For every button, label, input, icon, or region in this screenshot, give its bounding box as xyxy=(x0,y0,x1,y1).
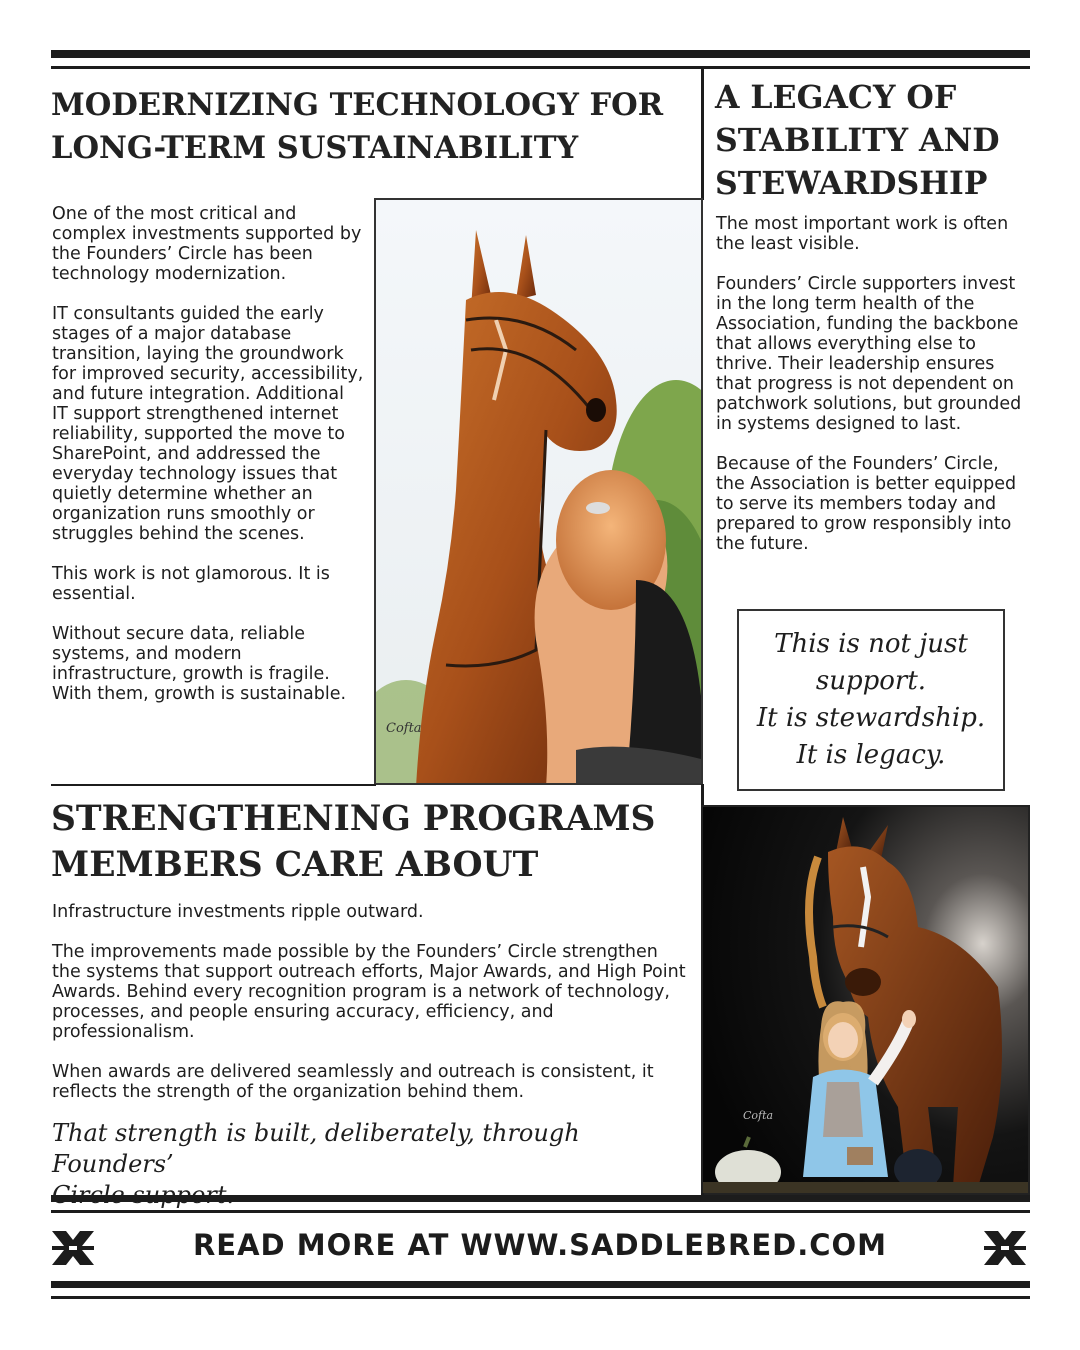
horse-and-girl-photo xyxy=(701,805,1030,1195)
paragraph: Infrastructure investments ripple outward. xyxy=(52,902,424,922)
paragraph: Without secure data, reliable systems, and modern infrastructure, growth is fragile. With them, growth is sustainable. xyxy=(52,624,347,704)
heading-line: MODERNIZING TECHNOLOGY FOR xyxy=(51,87,664,123)
footer-rule-thick-top xyxy=(51,1195,1030,1202)
paragraph: This work is not glamorous. It is essential. xyxy=(52,564,330,604)
section-divider-left xyxy=(51,784,376,786)
programs-body xyxy=(52,902,692,1102)
paragraph: When awards are delivered seamlessly and outreach is consistent, it reflects the strength of the organization behind them. xyxy=(52,1062,654,1102)
stewardship-quote-box xyxy=(737,609,1005,791)
heading-line: STABILITY AND xyxy=(715,122,1000,159)
heading-line: STEWARDSHIP xyxy=(715,165,988,202)
svg-text:Cofta: Cofta xyxy=(386,721,422,736)
horse-and-girl-image xyxy=(703,807,1030,1195)
paragraph: Because of the Founders’ Circle, the Association is better equipped to serve its members today and prepared to grow responsibly into the future. xyxy=(716,454,1017,554)
footer-rule-thin-top xyxy=(51,1210,1030,1213)
paragraph: The most important work is often the least visible. xyxy=(716,214,1009,254)
footer-rule-thin-bottom xyxy=(51,1296,1030,1299)
column-divider-right xyxy=(701,784,704,806)
quote-line: This is not just xyxy=(774,629,968,659)
top-rule-thick xyxy=(51,50,1030,58)
closing-line: That strength is built, deliberately, through Founders’ xyxy=(52,1119,580,1178)
footer-rule-thick-bottom xyxy=(51,1281,1030,1288)
footer-website-link[interactable]: READ MORE AT WWW.SADDLEBRED.COM xyxy=(192,1228,888,1262)
section-heading-programs xyxy=(51,796,655,888)
heading-line: A LEGACY OF xyxy=(715,79,957,116)
heading-line: LONG-TERM SUSTAINABILITY xyxy=(51,130,579,166)
technology-body xyxy=(52,204,364,704)
top-rule-thin xyxy=(51,66,1030,69)
quote-line: It is legacy. xyxy=(796,740,946,770)
paragraph: Founders’ Circle supporters invest in the long term health of the Association, funding the backbone that allows everything else to thrive. Their leadership ensures that progress is not dependent on patchwork solutions, but grounded in systems designed to last. xyxy=(716,274,1022,434)
paragraph: The improvements made possible by the Founders’ Circle strengthen the systems that support outreach efforts, Major Awards, and High Point Awards. Behind every recognition program is a network of technology, processes, and people ensuring accuracy, efficiency, and professionalism. xyxy=(52,942,686,1042)
legacy-body xyxy=(716,214,1026,554)
section-heading-legacy xyxy=(715,76,1000,205)
section-heading-technology xyxy=(51,84,663,170)
horse-and-woman-image xyxy=(376,200,703,785)
heading-line: STRENGTHENING PROGRAMS xyxy=(51,799,656,839)
quote-line: support. xyxy=(815,666,927,696)
saddlebred-cross-icon xyxy=(982,1225,1028,1271)
paragraph: One of the most critical and complex investments supported by the Founders’ Circle has been technology modernization. xyxy=(52,204,362,284)
paragraph: IT consultants guided the early stages of a major database transition, laying the groundwork for improved security, accessibility, and future integration. Additional IT support strengthened internet reliability, supported the move to SharePoint, and addressed the everyday technology issues that quietly determine whether an organization runs smoothly or struggles behind the scenes. xyxy=(52,304,364,544)
svg-text:Cofta: Cofta xyxy=(743,1109,774,1122)
saddlebred-cross-icon xyxy=(50,1225,96,1271)
quote-line: It is stewardship. xyxy=(756,703,986,733)
heading-line: MEMBERS CARE ABOUT xyxy=(51,845,539,885)
column-divider-top xyxy=(701,69,704,200)
horse-and-woman-photo xyxy=(374,198,703,785)
